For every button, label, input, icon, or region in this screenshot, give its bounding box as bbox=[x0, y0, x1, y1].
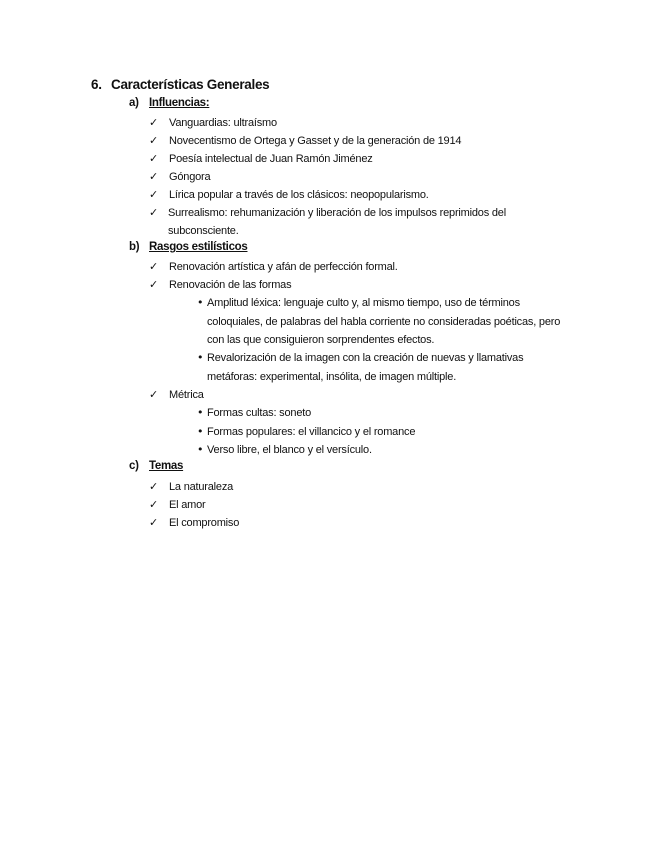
subsection-influencias bbox=[129, 97, 209, 109]
list-item-text: Métrica bbox=[169, 389, 204, 401]
list-item bbox=[149, 132, 461, 150]
bullet-item bbox=[197, 349, 567, 386]
list-item bbox=[149, 514, 239, 532]
checkmark-icon: ✓ bbox=[149, 516, 159, 529]
subsection-title: Temas bbox=[149, 460, 184, 472]
list-item bbox=[149, 496, 206, 514]
bullet-item bbox=[197, 441, 567, 460]
subsection-temas bbox=[129, 460, 183, 472]
bullet-item-text: Formas cultas: soneto bbox=[207, 407, 312, 419]
list-item-text: Vanguardias: ultraísmo bbox=[169, 117, 277, 129]
checkmark-icon: ✓ bbox=[149, 206, 159, 219]
list-item-text: Renovación artística y afán de perfección formal. bbox=[169, 261, 398, 273]
section-title: Características Generales bbox=[111, 77, 270, 92]
list-item-text: Lírica popular a través de los clásicos: neopopularismo. bbox=[169, 189, 429, 201]
bullet-item-text: Formas populares: el villancico y el romance bbox=[207, 426, 416, 438]
section-heading bbox=[91, 77, 269, 92]
subsection-title: Influencias: bbox=[149, 97, 210, 109]
subsection-letter: c) bbox=[129, 460, 139, 472]
list-item bbox=[149, 276, 291, 294]
list-item bbox=[149, 258, 398, 276]
section-number: 6. bbox=[91, 77, 102, 92]
checkmark-icon: ✓ bbox=[149, 260, 159, 273]
bullet-icon: • bbox=[197, 296, 204, 309]
list-item bbox=[149, 114, 277, 132]
list-item-text: El compromiso bbox=[169, 517, 240, 529]
list-item-text: La naturaleza bbox=[169, 481, 234, 493]
checkmark-icon: ✓ bbox=[149, 498, 159, 511]
list-item-text: El amor bbox=[169, 499, 206, 511]
bullet-icon: • bbox=[197, 425, 204, 438]
checkmark-icon: ✓ bbox=[149, 278, 159, 291]
bullet-icon: • bbox=[197, 351, 204, 364]
checkmark-icon: ✓ bbox=[149, 170, 159, 183]
bullet-item bbox=[197, 294, 567, 350]
list-item-text: Surrealismo: rehumanización y liberación de los impulsos reprimidos del subconsciente. bbox=[168, 207, 506, 237]
list-item bbox=[149, 150, 373, 168]
bullet-item-text: Amplitud léxica: lenguaje culto y, al mismo tiempo, uso de términos coloquiales, de palabras del habla corriente no consideradas poéticas, pero con las que consiguieron sorprendentes efectos. bbox=[207, 297, 561, 346]
checkmark-icon: ✓ bbox=[149, 134, 159, 147]
list-item bbox=[149, 478, 233, 496]
checkmark-icon: ✓ bbox=[149, 388, 159, 401]
list-item-text: Renovación de las formas bbox=[169, 279, 292, 291]
list-item-text: Poesía intelectual de Juan Ramón Jiménez bbox=[169, 153, 373, 165]
subsection-rasgos bbox=[129, 241, 247, 253]
subsection-title: Rasgos estilísticos bbox=[149, 241, 248, 253]
list-item-text: Góngora bbox=[169, 171, 211, 183]
bullet-item-text: Verso libre, el blanco y el versículo. bbox=[207, 444, 372, 456]
subsection-letter: a) bbox=[129, 97, 139, 109]
bullet-item-text: Revalorización de la imagen con la creación de nuevas y llamativas metáforas: experimental, insólita, de imagen múltiple. bbox=[207, 352, 524, 383]
list-item-text: Novecentismo de Ortega y Gasset y de la generación de 1914 bbox=[169, 135, 462, 147]
checkmark-icon: ✓ bbox=[149, 188, 159, 201]
list-item bbox=[149, 168, 210, 186]
checkmark-icon: ✓ bbox=[149, 116, 159, 129]
list-item bbox=[149, 204, 549, 240]
list-item bbox=[149, 186, 429, 204]
subsection-letter: b) bbox=[129, 241, 140, 253]
bullet-item bbox=[197, 404, 567, 423]
checkmark-icon: ✓ bbox=[149, 152, 159, 165]
bullet-item bbox=[197, 423, 567, 442]
list-item bbox=[149, 386, 204, 404]
bullet-icon: • bbox=[197, 443, 204, 456]
bullet-icon: • bbox=[197, 406, 204, 419]
checkmark-icon: ✓ bbox=[149, 480, 159, 493]
